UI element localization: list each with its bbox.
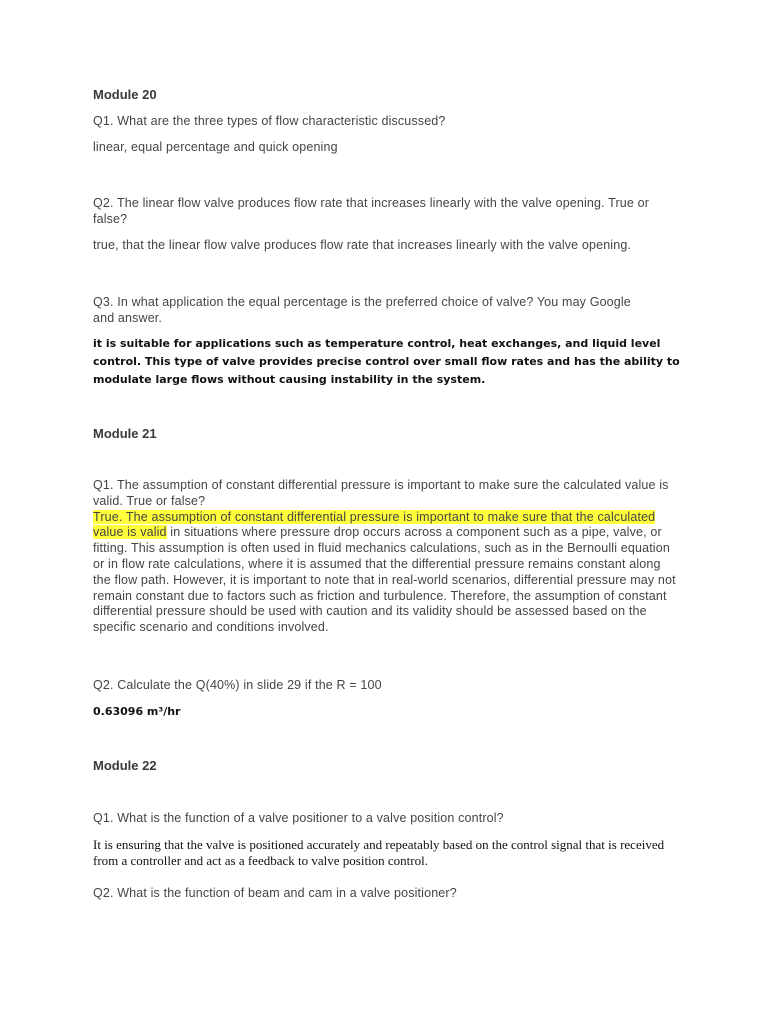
module-20-answer-1: linear, equal percentage and quick opening	[93, 140, 338, 154]
module-20-heading: Module 20	[93, 87, 157, 102]
module-20-question-3: Q3. In what application the equal percentage is the preferred choice of valve? You may Google and answer.	[93, 295, 631, 325]
module-21-question-2: Q2. Calculate the Q(40%) in slide 29 if the R = 100	[93, 678, 382, 692]
module-21-answer-1-rest: in situations where pressure drop occurs across a component such as a pipe, valve, or fitting. This assumption is often used in fluid mechanics calculations, such as in the Bernoulli equation or in flow rate calculations, where it is assumed that the differential pressure remains constant along the flow path. However, it is important to note that in real-world scenarios, differential pressure may not remain constant due to factors such as friction and turbulence. Therefore, the assumption of constant differential pressure should be used with caution and its validity should be assessed based on the specific scenario and conditions involved.	[93, 525, 676, 635]
module-22-question-2: Q2. What is the function of beam and cam in a valve positioner?	[93, 886, 457, 900]
module-20-answer-2: true, that the linear flow valve produces flow rate that increases linearly with the valve opening.	[93, 238, 632, 252]
module-21-answer-1-highlight: True. The assumption of constant differential pressure is important to make sure that the calculated value is valid	[93, 509, 656, 540]
module-20-question-1: Q1. What are the three types of flow characteristic discussed?	[93, 114, 446, 128]
module-20-question-2: Q2. The linear flow valve produces flow rate that increases linearly with the valve opening. True or false?	[93, 196, 650, 226]
module-20-answer-3: it is suitable for applications such as temperature control, heat exchanges, and liquid level control. This type of valve provides precise control over small flow rates and has the ability to modulate large flows without causing instability in the system.	[93, 337, 680, 386]
module-21-answer-1	[93, 510, 678, 636]
module-22-question-1: Q1. What is the function of a valve positioner to a valve position control?	[93, 811, 504, 825]
module-22-heading: Module 22	[93, 758, 157, 773]
module-21-question-1-block	[93, 478, 678, 636]
module-22-answer-1: It is ensuring that the valve is positioned accurately and repeatably based on the control signal that is received from a controller and act as a feedback to valve position control.	[93, 837, 665, 868]
module-21-question-1: Q1. The assumption of constant differential pressure is important to make sure the calculated value is valid. True or false?	[93, 478, 669, 508]
module-21-heading: Module 21	[93, 426, 157, 441]
module-21-answer-2: 0.63096 m³/hr	[93, 705, 181, 718]
